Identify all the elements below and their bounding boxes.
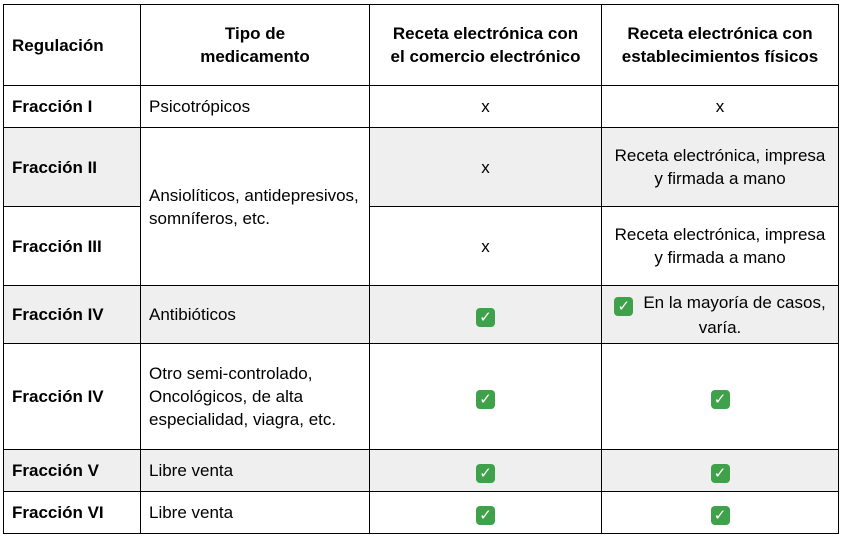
fisicos-cell: [602, 286, 839, 344]
comercio-cell: [370, 450, 602, 492]
check-mark-icon: ✓: [711, 506, 730, 525]
comercio-cell: [370, 286, 602, 344]
regulacion-cell: Fracción IV: [4, 286, 141, 344]
header-regulacion: Regulación: [4, 5, 141, 86]
tipo-cell: Otro semi-controlado, Oncológicos, de alta especialidad, viagra, etc.: [141, 344, 370, 450]
table-row: [4, 128, 839, 207]
header-row: [4, 5, 839, 86]
header-comercio: Receta electrónica con el comercio electrónico: [370, 5, 602, 86]
comercio-cell: [370, 492, 602, 534]
tipo-cell: Antibióticos: [141, 286, 370, 344]
fisicos-cell: [602, 344, 839, 450]
regulacion-cell: Fracción III: [4, 207, 141, 286]
comercio-cell: x: [370, 207, 602, 286]
fisicos-cell: [602, 450, 839, 492]
table-row: [4, 86, 839, 128]
fisicos-cell: Receta electrónica, impresa y firmada a mano: [602, 128, 839, 207]
comercio-cell: x: [370, 128, 602, 207]
check-mark-icon: ✓: [476, 390, 495, 409]
tipo-cell: Ansiolíticos, antidepresivos, somníferos, etc.: [141, 128, 370, 286]
tipo-cell: Psicotrópicos: [141, 86, 370, 128]
check-mark-icon: ✓: [476, 308, 495, 327]
tipo-cell: Libre venta: [141, 492, 370, 534]
header-fisicos: Receta electrónica con establecimientos físicos: [602, 5, 839, 86]
table-row: [4, 344, 839, 450]
fisicos-cell: [602, 492, 839, 534]
fisicos-cell: x: [602, 86, 839, 128]
comercio-cell: [370, 344, 602, 450]
table-row: [4, 450, 839, 492]
regulacion-cell: Fracción I: [4, 86, 141, 128]
tipo-cell: Libre venta: [141, 450, 370, 492]
check-mark-icon: ✓: [476, 464, 495, 483]
check-mark-icon: ✓: [476, 506, 495, 525]
comercio-cell: x: [370, 86, 602, 128]
header-tipo: Tipo de medicamento: [141, 5, 370, 86]
table-row: [4, 207, 839, 286]
regulacion-cell: Fracción V: [4, 450, 141, 492]
regulacion-cell: Fracción VI: [4, 492, 141, 534]
fisicos-text: En la mayoría de casos, varía.: [643, 292, 826, 337]
check-mark-icon: ✓: [711, 390, 730, 409]
fisicos-cell: Receta electrónica, impresa y firmada a mano: [602, 207, 839, 286]
regulation-table: [3, 4, 839, 534]
regulacion-cell: Fracción IV: [4, 344, 141, 450]
check-mark-icon: ✓: [614, 297, 633, 316]
table-row: [4, 492, 839, 534]
regulacion-cell: Fracción II: [4, 128, 141, 207]
table-row: [4, 286, 839, 344]
check-mark-icon: ✓: [711, 464, 730, 483]
